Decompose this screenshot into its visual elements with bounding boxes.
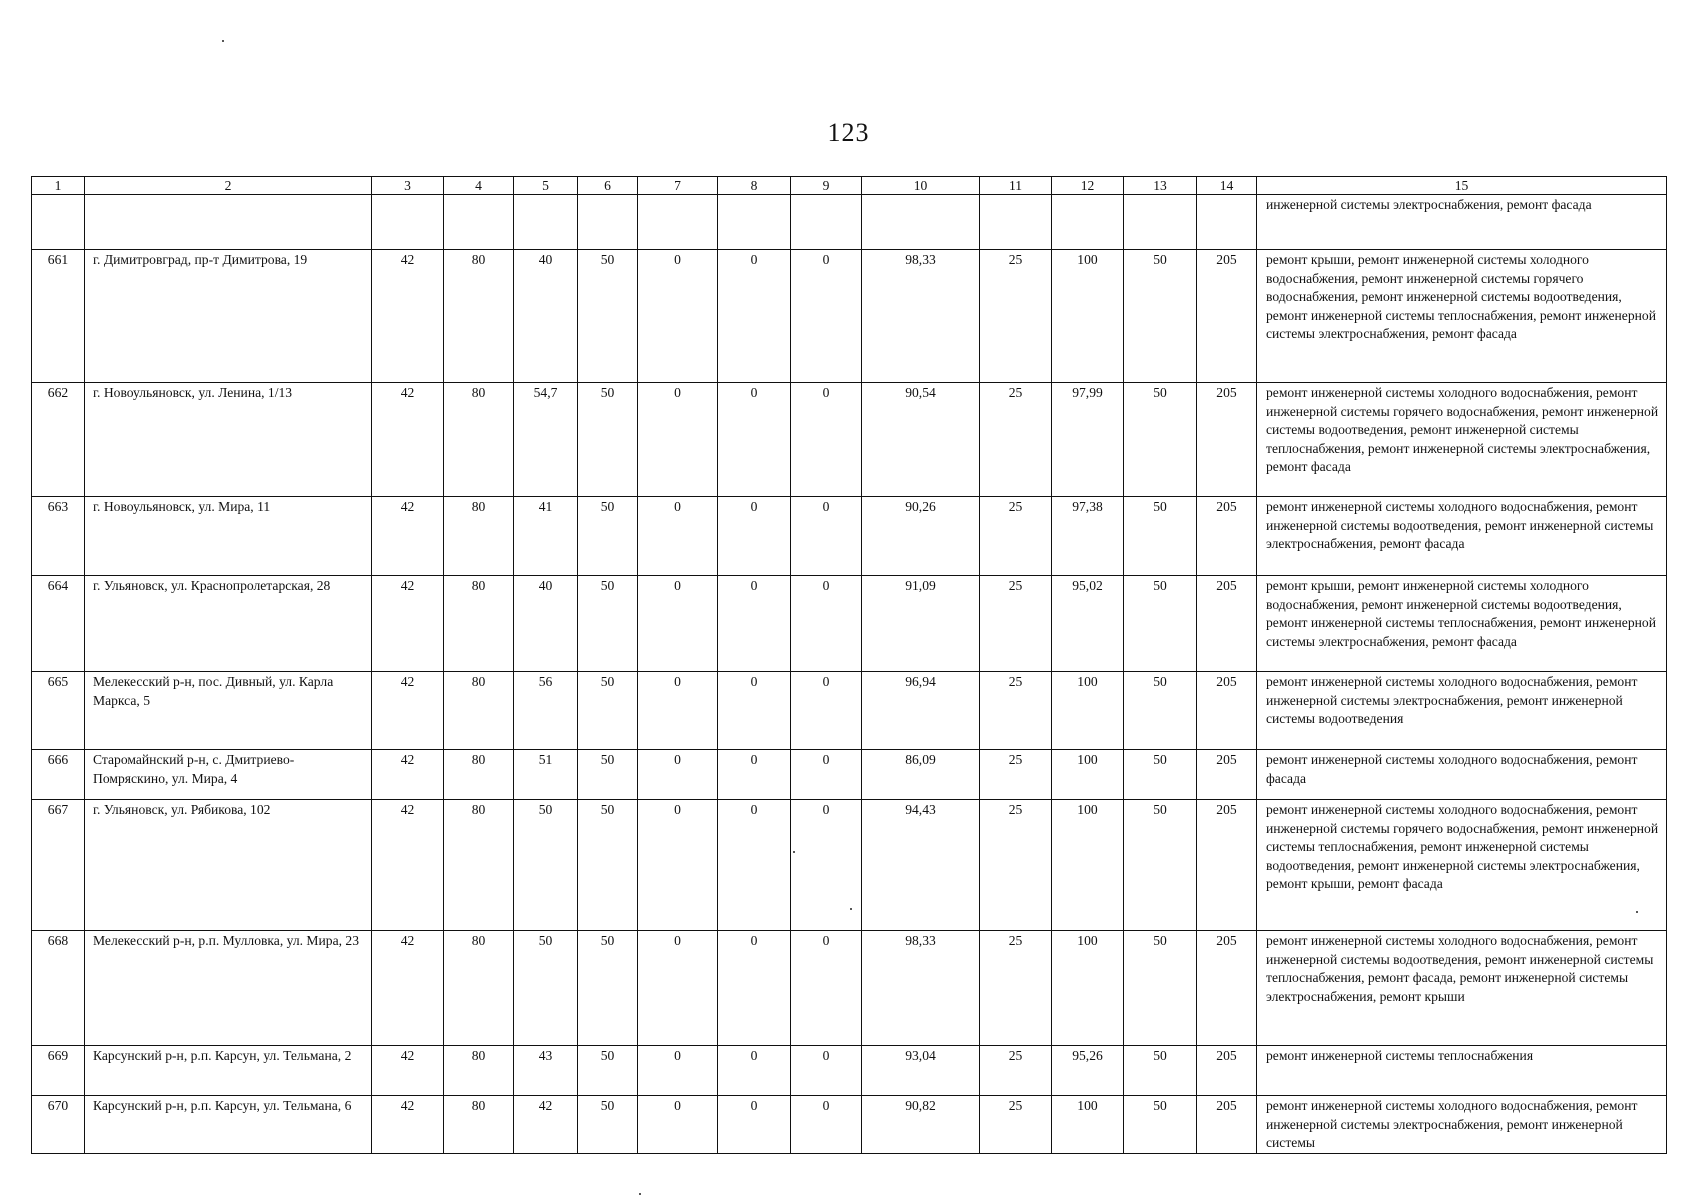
- value-col-9: 0: [791, 800, 862, 931]
- row-number: 668: [32, 931, 85, 1046]
- value-col-8: 0: [718, 383, 791, 497]
- value-col-12: 95,26: [1052, 1046, 1124, 1096]
- value-col-12: 97,38: [1052, 497, 1124, 576]
- work-description: инженерной системы электроснабжения, ремонт фасада: [1257, 195, 1667, 250]
- empty-cell: [862, 195, 980, 250]
- value-col-6: 50: [578, 931, 638, 1046]
- row-number: 666: [32, 750, 85, 800]
- address-cell: Мелекесский р-н, р.п. Мулловка, ул. Мира, 23: [85, 931, 372, 1046]
- row-number: 670: [32, 1096, 85, 1154]
- value-col-11: 25: [980, 250, 1052, 383]
- address-cell: г. Ульяновск, ул. Рябикова, 102: [85, 800, 372, 931]
- value-col-3: 42: [372, 800, 444, 931]
- address-cell: г. Димитровград, пр-т Димитрова, 19: [85, 250, 372, 383]
- value-col-4: 80: [444, 576, 514, 672]
- value-col-9: 0: [791, 672, 862, 750]
- scan-speck: [850, 908, 852, 910]
- column-header: 14: [1197, 177, 1257, 195]
- value-col-14: 205: [1197, 800, 1257, 931]
- value-col-11: 25: [980, 1096, 1052, 1154]
- data-table: [31, 176, 1667, 1154]
- value-col-10: 90,26: [862, 497, 980, 576]
- row-number: 664: [32, 576, 85, 672]
- table-row: [32, 1096, 1667, 1154]
- value-col-4: 80: [444, 931, 514, 1046]
- value-col-8: 0: [718, 672, 791, 750]
- value-col-6: 50: [578, 383, 638, 497]
- empty-cell: [638, 195, 718, 250]
- value-col-10: 98,33: [862, 250, 980, 383]
- value-col-5: 50: [514, 931, 578, 1046]
- value-col-3: 42: [372, 250, 444, 383]
- column-header: 5: [514, 177, 578, 195]
- value-col-9: 0: [791, 931, 862, 1046]
- value-col-9: 0: [791, 383, 862, 497]
- scan-speck: [222, 40, 224, 42]
- value-col-14: 205: [1197, 1096, 1257, 1154]
- value-col-10: 90,54: [862, 383, 980, 497]
- value-col-14: 205: [1197, 497, 1257, 576]
- value-col-9: 0: [791, 250, 862, 383]
- value-col-11: 25: [980, 1046, 1052, 1096]
- address-cell: Карсунский р-н, р.п. Карсун, ул. Тельмана, 2: [85, 1046, 372, 1096]
- column-header: 2: [85, 177, 372, 195]
- value-col-7: 0: [638, 931, 718, 1046]
- value-col-14: 205: [1197, 576, 1257, 672]
- value-col-13: 50: [1124, 750, 1197, 800]
- value-col-11: 25: [980, 497, 1052, 576]
- value-col-6: 50: [578, 1046, 638, 1096]
- value-col-10: 96,94: [862, 672, 980, 750]
- empty-cell: [32, 195, 85, 250]
- table-row: [32, 1046, 1667, 1096]
- value-col-10: 86,09: [862, 750, 980, 800]
- row-number: 663: [32, 497, 85, 576]
- value-col-13: 50: [1124, 672, 1197, 750]
- value-col-10: 90,82: [862, 1096, 980, 1154]
- column-header: 15: [1257, 177, 1667, 195]
- value-col-8: 0: [718, 931, 791, 1046]
- value-col-9: 0: [791, 1046, 862, 1096]
- value-col-6: 50: [578, 250, 638, 383]
- value-col-5: 50: [514, 800, 578, 931]
- work-description: ремонт инженерной системы теплоснабжения: [1257, 1046, 1667, 1096]
- value-col-5: 40: [514, 250, 578, 383]
- value-col-6: 50: [578, 1096, 638, 1154]
- value-col-4: 80: [444, 383, 514, 497]
- value-col-14: 205: [1197, 250, 1257, 383]
- scan-speck: [639, 1193, 641, 1195]
- column-header: 12: [1052, 177, 1124, 195]
- value-col-8: 0: [718, 750, 791, 800]
- value-col-11: 25: [980, 931, 1052, 1046]
- value-col-13: 50: [1124, 1096, 1197, 1154]
- value-col-10: 91,09: [862, 576, 980, 672]
- value-col-4: 80: [444, 1046, 514, 1096]
- value-col-3: 42: [372, 750, 444, 800]
- column-header: 13: [1124, 177, 1197, 195]
- empty-cell: [980, 195, 1052, 250]
- value-col-8: 0: [718, 800, 791, 931]
- value-col-6: 50: [578, 497, 638, 576]
- work-description: ремонт крыши, ремонт инженерной системы холодного водоснабжения, ремонт инженерной системы горячего водоснабжения, ремонт инженерной системы водоотведения, ремонт инженерной системы теплоснабжения, ремонт инженерной системы электроснабжения, ремонт фасада: [1257, 250, 1667, 383]
- scan-speck: [793, 851, 795, 853]
- column-header: 9: [791, 177, 862, 195]
- empty-cell: [514, 195, 578, 250]
- page-number: 123: [827, 118, 870, 147]
- value-col-7: 0: [638, 497, 718, 576]
- value-col-14: 205: [1197, 383, 1257, 497]
- value-col-6: 50: [578, 576, 638, 672]
- address-cell: Мелекесский р-н, пос. Дивный, ул. Карла Маркса, 5: [85, 672, 372, 750]
- value-col-7: 0: [638, 250, 718, 383]
- value-col-11: 25: [980, 800, 1052, 931]
- value-col-13: 50: [1124, 383, 1197, 497]
- header-row: [32, 177, 1667, 195]
- value-col-11: 25: [980, 672, 1052, 750]
- value-col-10: 93,04: [862, 1046, 980, 1096]
- continuation-row: [32, 195, 1667, 250]
- value-col-13: 50: [1124, 250, 1197, 383]
- work-description: ремонт инженерной системы холодного водоснабжения, ремонт инженерной системы горячего водоснабжения, ремонт инженерной системы водоотведения, ремонт инженерной системы теплоснабжения, ремонт инженерной системы электроснабжения, ремонт фасада: [1257, 383, 1667, 497]
- value-col-7: 0: [638, 800, 718, 931]
- value-col-5: 40: [514, 576, 578, 672]
- column-header: 6: [578, 177, 638, 195]
- empty-cell: [85, 195, 372, 250]
- scan-speck: [1636, 911, 1638, 913]
- value-col-8: 0: [718, 1096, 791, 1154]
- work-description: ремонт крыши, ремонт инженерной системы холодного водоснабжения, ремонт инженерной системы водоотведения, ремонт инженерной системы теплоснабжения, ремонт инженерной системы электроснабжения, ремонт фасада: [1257, 576, 1667, 672]
- value-col-7: 0: [638, 1096, 718, 1154]
- value-col-4: 80: [444, 800, 514, 931]
- value-col-14: 205: [1197, 672, 1257, 750]
- column-header: 3: [372, 177, 444, 195]
- value-col-14: 205: [1197, 1046, 1257, 1096]
- address-cell: Карсунский р-н, р.п. Карсун, ул. Тельмана, 6: [85, 1096, 372, 1154]
- value-col-12: 97,99: [1052, 383, 1124, 497]
- value-col-5: 41: [514, 497, 578, 576]
- address-cell: Старомайнский р-н, с. Дмитриево-Помряскино, ул. Мира, 4: [85, 750, 372, 800]
- column-header: 11: [980, 177, 1052, 195]
- value-col-11: 25: [980, 750, 1052, 800]
- value-col-4: 80: [444, 250, 514, 383]
- row-number: 661: [32, 250, 85, 383]
- value-col-8: 0: [718, 576, 791, 672]
- address-cell: г. Ульяновск, ул. Краснопролетарская, 28: [85, 576, 372, 672]
- value-col-7: 0: [638, 576, 718, 672]
- value-col-4: 80: [444, 497, 514, 576]
- column-header: 10: [862, 177, 980, 195]
- empty-cell: [372, 195, 444, 250]
- work-description: ремонт инженерной системы холодного водоснабжения, ремонт инженерной системы электроснабжения, ремонт инженерной системы водоотведения: [1257, 672, 1667, 750]
- address-cell: г. Новоульяновск, ул. Мира, 11: [85, 497, 372, 576]
- column-header: 4: [444, 177, 514, 195]
- value-col-3: 42: [372, 672, 444, 750]
- value-col-7: 0: [638, 672, 718, 750]
- value-col-5: 43: [514, 1046, 578, 1096]
- work-description: ремонт инженерной системы холодного водоснабжения, ремонт инженерной системы электроснабжения, ремонт инженерной системы: [1257, 1096, 1667, 1154]
- row-number: 667: [32, 800, 85, 931]
- column-header: 1: [32, 177, 85, 195]
- value-col-12: 100: [1052, 750, 1124, 800]
- value-col-5: 51: [514, 750, 578, 800]
- value-col-8: 0: [718, 1046, 791, 1096]
- work-description: ремонт инженерной системы холодного водоснабжения, ремонт инженерной системы водоотведения, ремонт инженерной системы теплоснабжения, ремонт фасада, ремонт инженерной системы электроснабжения, ремонт крыши: [1257, 931, 1667, 1046]
- value-col-14: 205: [1197, 750, 1257, 800]
- row-number: 669: [32, 1046, 85, 1096]
- value-col-12: 100: [1052, 250, 1124, 383]
- empty-cell: [1197, 195, 1257, 250]
- empty-cell: [1124, 195, 1197, 250]
- empty-cell: [1052, 195, 1124, 250]
- value-col-12: 100: [1052, 800, 1124, 931]
- value-col-3: 42: [372, 1046, 444, 1096]
- value-col-13: 50: [1124, 931, 1197, 1046]
- value-col-5: 56: [514, 672, 578, 750]
- table-row: [32, 750, 1667, 800]
- value-col-9: 0: [791, 497, 862, 576]
- value-col-9: 0: [791, 1096, 862, 1154]
- value-col-13: 50: [1124, 497, 1197, 576]
- value-col-11: 25: [980, 383, 1052, 497]
- value-col-3: 42: [372, 576, 444, 672]
- value-col-8: 0: [718, 250, 791, 383]
- value-col-4: 80: [444, 672, 514, 750]
- value-col-9: 0: [791, 750, 862, 800]
- value-col-9: 0: [791, 576, 862, 672]
- value-col-3: 42: [372, 1096, 444, 1154]
- value-col-8: 0: [718, 497, 791, 576]
- empty-cell: [444, 195, 514, 250]
- value-col-12: 100: [1052, 1096, 1124, 1154]
- column-header: 8: [718, 177, 791, 195]
- table-row: [32, 497, 1667, 576]
- table-row: [32, 383, 1667, 497]
- empty-cell: [791, 195, 862, 250]
- table-row: [32, 250, 1667, 383]
- value-col-6: 50: [578, 800, 638, 931]
- value-col-13: 50: [1124, 800, 1197, 931]
- row-number: 662: [32, 383, 85, 497]
- value-col-3: 42: [372, 931, 444, 1046]
- work-description: ремонт инженерной системы холодного водоснабжения, ремонт инженерной системы водоотведения, ремонт инженерной системы электроснабжения, ремонт фасада: [1257, 497, 1667, 576]
- value-col-14: 205: [1197, 931, 1257, 1046]
- value-col-12: 100: [1052, 931, 1124, 1046]
- row-number: 665: [32, 672, 85, 750]
- value-col-11: 25: [980, 576, 1052, 672]
- work-description: ремонт инженерной системы холодного водоснабжения, ремонт фасада: [1257, 750, 1667, 800]
- value-col-7: 0: [638, 383, 718, 497]
- empty-cell: [718, 195, 791, 250]
- address-cell: г. Новоульяновск, ул. Ленина, 1/13: [85, 383, 372, 497]
- table-row: [32, 672, 1667, 750]
- value-col-5: 54,7: [514, 383, 578, 497]
- value-col-12: 95,02: [1052, 576, 1124, 672]
- value-col-7: 0: [638, 750, 718, 800]
- column-header: 7: [638, 177, 718, 195]
- value-col-4: 80: [444, 1096, 514, 1154]
- value-col-5: 42: [514, 1096, 578, 1154]
- value-col-12: 100: [1052, 672, 1124, 750]
- value-col-6: 50: [578, 750, 638, 800]
- value-col-3: 42: [372, 383, 444, 497]
- value-col-4: 80: [444, 750, 514, 800]
- value-col-3: 42: [372, 497, 444, 576]
- work-description: ремонт инженерной системы холодного водоснабжения, ремонт инженерной системы горячего водоснабжения, ремонт инженерной системы теплоснабжения, ремонт инженерной системы водоотведения, ремонт инженерной системы электроснабжения, ремонт крыши, ремонт фасада: [1257, 800, 1667, 931]
- value-col-10: 94,43: [862, 800, 980, 931]
- value-col-13: 50: [1124, 576, 1197, 672]
- table-row: [32, 931, 1667, 1046]
- value-col-10: 98,33: [862, 931, 980, 1046]
- value-col-6: 50: [578, 672, 638, 750]
- value-col-13: 50: [1124, 1046, 1197, 1096]
- empty-cell: [578, 195, 638, 250]
- table-row: [32, 576, 1667, 672]
- table-row: [32, 800, 1667, 931]
- value-col-7: 0: [638, 1046, 718, 1096]
